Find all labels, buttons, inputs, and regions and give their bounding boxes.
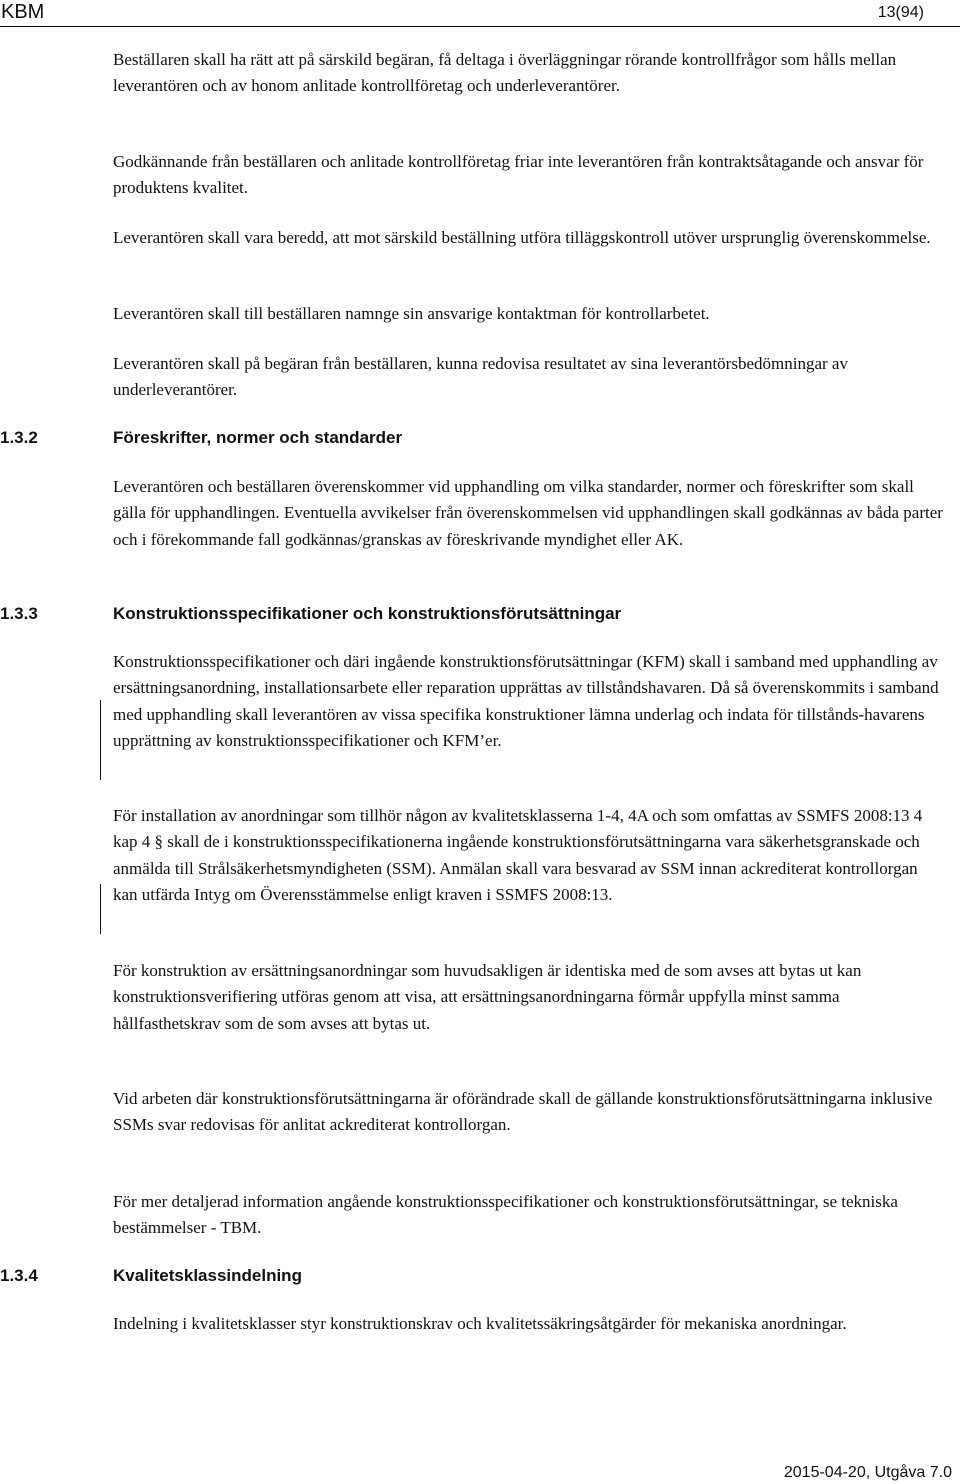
paragraph-more-information: För mer detaljerad information angående konstruktionsspecifikationer och konstruktionsförutsättningar, se tekniska bestämmelser - TBM. [113, 1192, 898, 1238]
paragraph-installation-quality-classes: För installation av anordningar som tillhör någon av kvalitetsklasserna 1-4, 4A och som omfattas av SSMFS 2008:13 4 kap 4 § skall de i konstruktionsspecifikationerna ingående konstruktionsförutsättningarna vara säkerhetsgranskade och anmälda till Strålsäkerhetsmyndigheten (SSM). Anmälan skall vara besvarad av SSM innan ackrediterat kontrollorgan kan utfärda Intyg om Överensstämmelse enligt kraven i SSMFS 2008:13. [113, 806, 923, 904]
document-header-org: KBM [1, 1, 45, 23]
paragraph-supplier-assessments: Leverantören skall på begäran från beställaren, kunna redovisa resultatet av sina leverantörsbedömningar av underleverantörer. [113, 354, 848, 400]
page-number: 13(94) [877, 4, 924, 21]
revision-bar [100, 700, 101, 780]
section-title-design-specifications: Konstruktionsspecifikationer och konstruktionsförutsättningar [113, 604, 622, 623]
paragraph-standards-agreement: Leverantören och beställaren överenskommer vid upphandling om vilka standarder, normer och föreskrifter som skall gälla för upphandlingen. Eventuella avvikelser från överenskommelsen vid upphandlingen skall godkännas av båda parter och i förekommande fall godkännas/granskas av föreskrivande myndighet eller AK. [113, 477, 943, 549]
paragraph-design-specifications: Konstruktionsspecifikationer och däri ingående konstruktionsförutsättningar (KFM) skall i samband med upphandling av ersättningsanordning, installationsarbete eller reparation upprättas av tillståndshavaren. Då så överenskommits i samband med upphandling skall leverantören av vissa specifika konstruktioner lämna underlag och indata för tillstånds-havarens upprättning av konstruktionsspecifikationer och KFM’er. [113, 652, 939, 750]
section-title-regulations: Föreskrifter, normer och standarder [113, 428, 403, 447]
paragraph-right-to-attend: Beställaren skall ha rätt att på särskild begäran, få deltaga i överläggningar rörande kontrollfrågor som hålls mellan leverantören och av honom anlitade kontrollföretag och underleverantörer. [113, 50, 897, 96]
footer-date-version: 2015-04-20, Utgåva 7.0 [783, 1464, 952, 1481]
paragraph-approval: Godkännande från beställaren och anlitade kontrollföretag friar inte leverantören från kontraktsåtagande och ansvar för produktens kvalitet. [113, 152, 924, 198]
header-rule [0, 26, 960, 27]
section-number-1-3-3: 1.3.3 [0, 604, 38, 623]
paragraph-replacement-construction: För konstruktion av ersättningsanordningar som huvudsakligen är identiska med de som avses att bytas ut kan konstruktionsverifiering utföras genom att visa, att ersättningsanordningarna förmår uppfylla minst samma hållfasthetskrav som de som avses att bytas ut. [113, 961, 862, 1033]
section-title-quality-classification: Kvalitetsklassindelning [113, 1266, 302, 1285]
section-number-1-3-4: 1.3.4 [0, 1266, 38, 1285]
paragraph-unchanged-conditions: Vid arbeten där konstruktionsförutsättningarna är oförändrade skall de gällande konstruktionsförutsättningarna inklusive SSMs svar redovisas för anlitat ackrediterat kontrollorgan. [113, 1089, 933, 1135]
paragraph-quality-classes: Indelning i kvalitetsklasser styr konstruktionskrav och kvalitetssäkringsåtgärder för mekaniska anordningar. [113, 1314, 847, 1333]
paragraph-additional-control: Leverantören skall vara beredd, att mot särskild beställning utföra tilläggskontroll utöver ursprunglig överenskommelse. [113, 228, 931, 247]
revision-bar [100, 884, 101, 934]
section-number-1-3-2: 1.3.2 [0, 428, 38, 447]
paragraph-contact-person: Leverantören skall till beställaren namnge sin ansvarige kontaktman för kontrollarbetet. [113, 304, 710, 323]
